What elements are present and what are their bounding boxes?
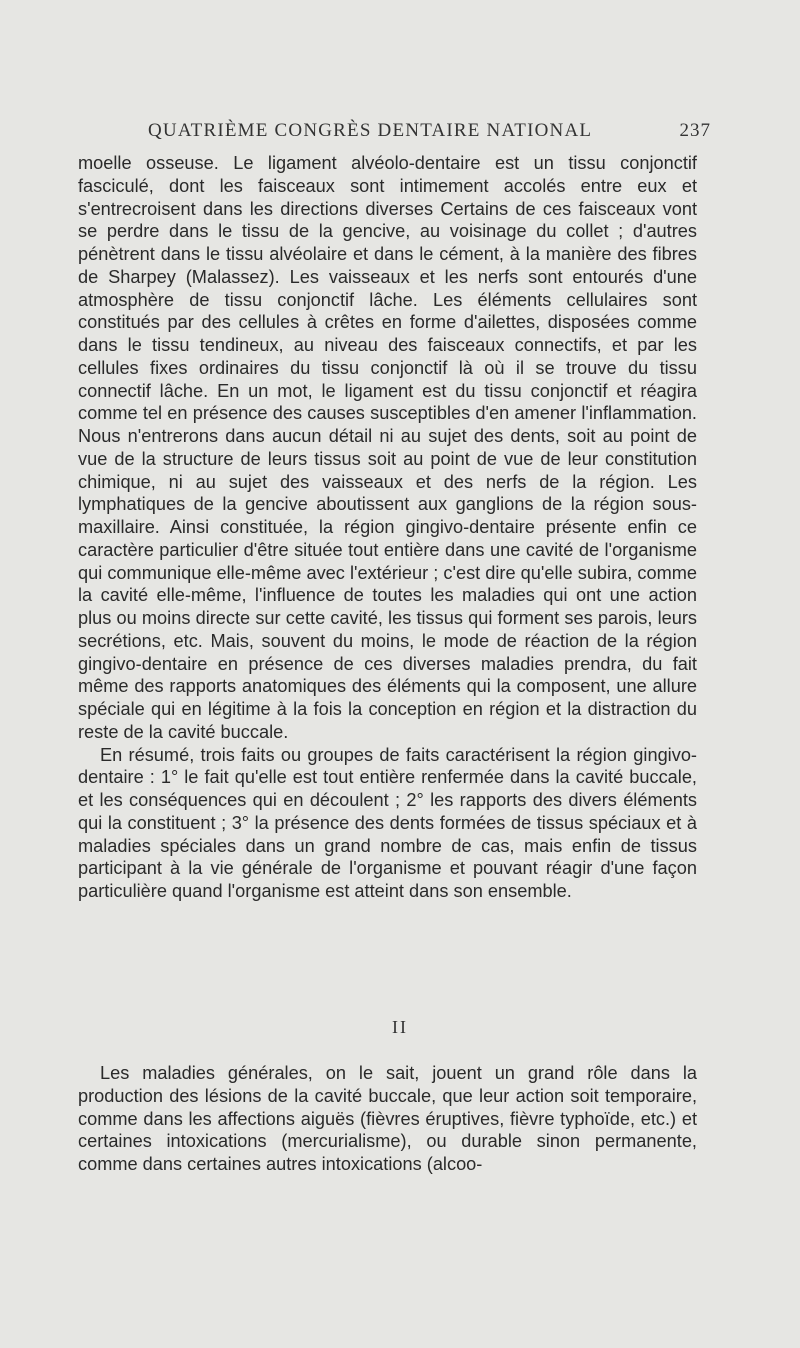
section-body-text: [78, 1062, 697, 1176]
body-text: [78, 152, 697, 903]
paragraph: En résumé, trois faits ou groupes de faits caractérisent la région gingivo-dentaire : 1° le fait qu'elle est tout entière renfermée dans la cavité buccale, et les conséquences qui en découlent ; 2° les rapports des divers éléments qui la constituent ; 3° la présence des dents formées de tissus spéciaux et à maladies spéciales dans un grand nombre de cas, mais enfin de tissus participant à la vie générale de l'organisme et pouvant réagir d'une façon particulière quand l'organisme est atteint dans son ensemble.: [78, 744, 697, 901]
section-heading: II: [392, 1017, 408, 1037]
paragraph: moelle osseuse. Le ligament alvéolo-dentaire est un tissu conjonctif fasciculé, dont les faisceaux sont intimement accolés entre eux et s'entrecroisent dans les directions diverses Certains de ces faisceaux vont se perdre dans le tissu de la gencive, au voisinage du collet ; d'autres pénètrent dans le tissu alvéolaire et dans le cément, à la manière des fibres de Sharpey (Malassez). Les vaisseaux et les nerfs sont entourés d'une atmosphère de tissu conjonctif lâche. Les éléments cellulaires sont constitués par des cellules à crêtes en forme d'ailettes, disposées comme dans le tissu tendineux, au niveau des faisceaux connectifs, et par les cellules fixes ordinaires du tissu conjonctif là où il se trouve du tissu connectif lâche. En un mot, le ligament est du tissu conjonctif et réagira comme tel en présence des causes susceptibles d'en amener l'inflammation. Nous n'entrerons dans aucun détail ni au sujet des dents, soit au point de vue de la structure de leurs tissus soit au point de vue de leur constitution chimique, ni au sujet des vaisseaux et des nerfs de la région. Les lymphatiques de la gencive aboutissent aux ganglions de la région sous-maxillaire. Ainsi constituée, la région gingivo-dentaire présente enfin ce caractère particulier d'être située tout entière dans une cavité de l'organisme qui communique elle-même avec l'extérieur ; c'est dire qu'elle subira, comme la cavité elle-même, l'influence de toutes les maladies qui ont une action plus ou moins directe sur cette cavité, les tissus qui forment ses parois, leurs secrétions, etc. Mais, souvent du moins, le mode de réaction de la région gingivo-dentaire en présence de ces diverses maladies prendra, du fait même des rapports anatomiques des éléments qui la composent, une allure spéciale qui en légitime à la fois la conception en région et la distraction du reste de la cavité buccale.: [78, 153, 697, 742]
running-head: [78, 120, 711, 148]
page-number: 237: [679, 120, 711, 141]
paragraph: Les maladies générales, on le sait, jouent un grand rôle dans la production des lésions de la cavité buccale, que leur action soit temporaire, comme dans les affections aiguës (fièvres éruptives, fièvre typhoïde, etc.) et certaines intoxications (mercurialisme), ou durable sinon permanente, comme dans certaines autres intoxications (alcoo-: [78, 1063, 697, 1174]
running-title: QUATRIÈME CONGRÈS DENTAIRE NATIONAL: [148, 120, 593, 141]
